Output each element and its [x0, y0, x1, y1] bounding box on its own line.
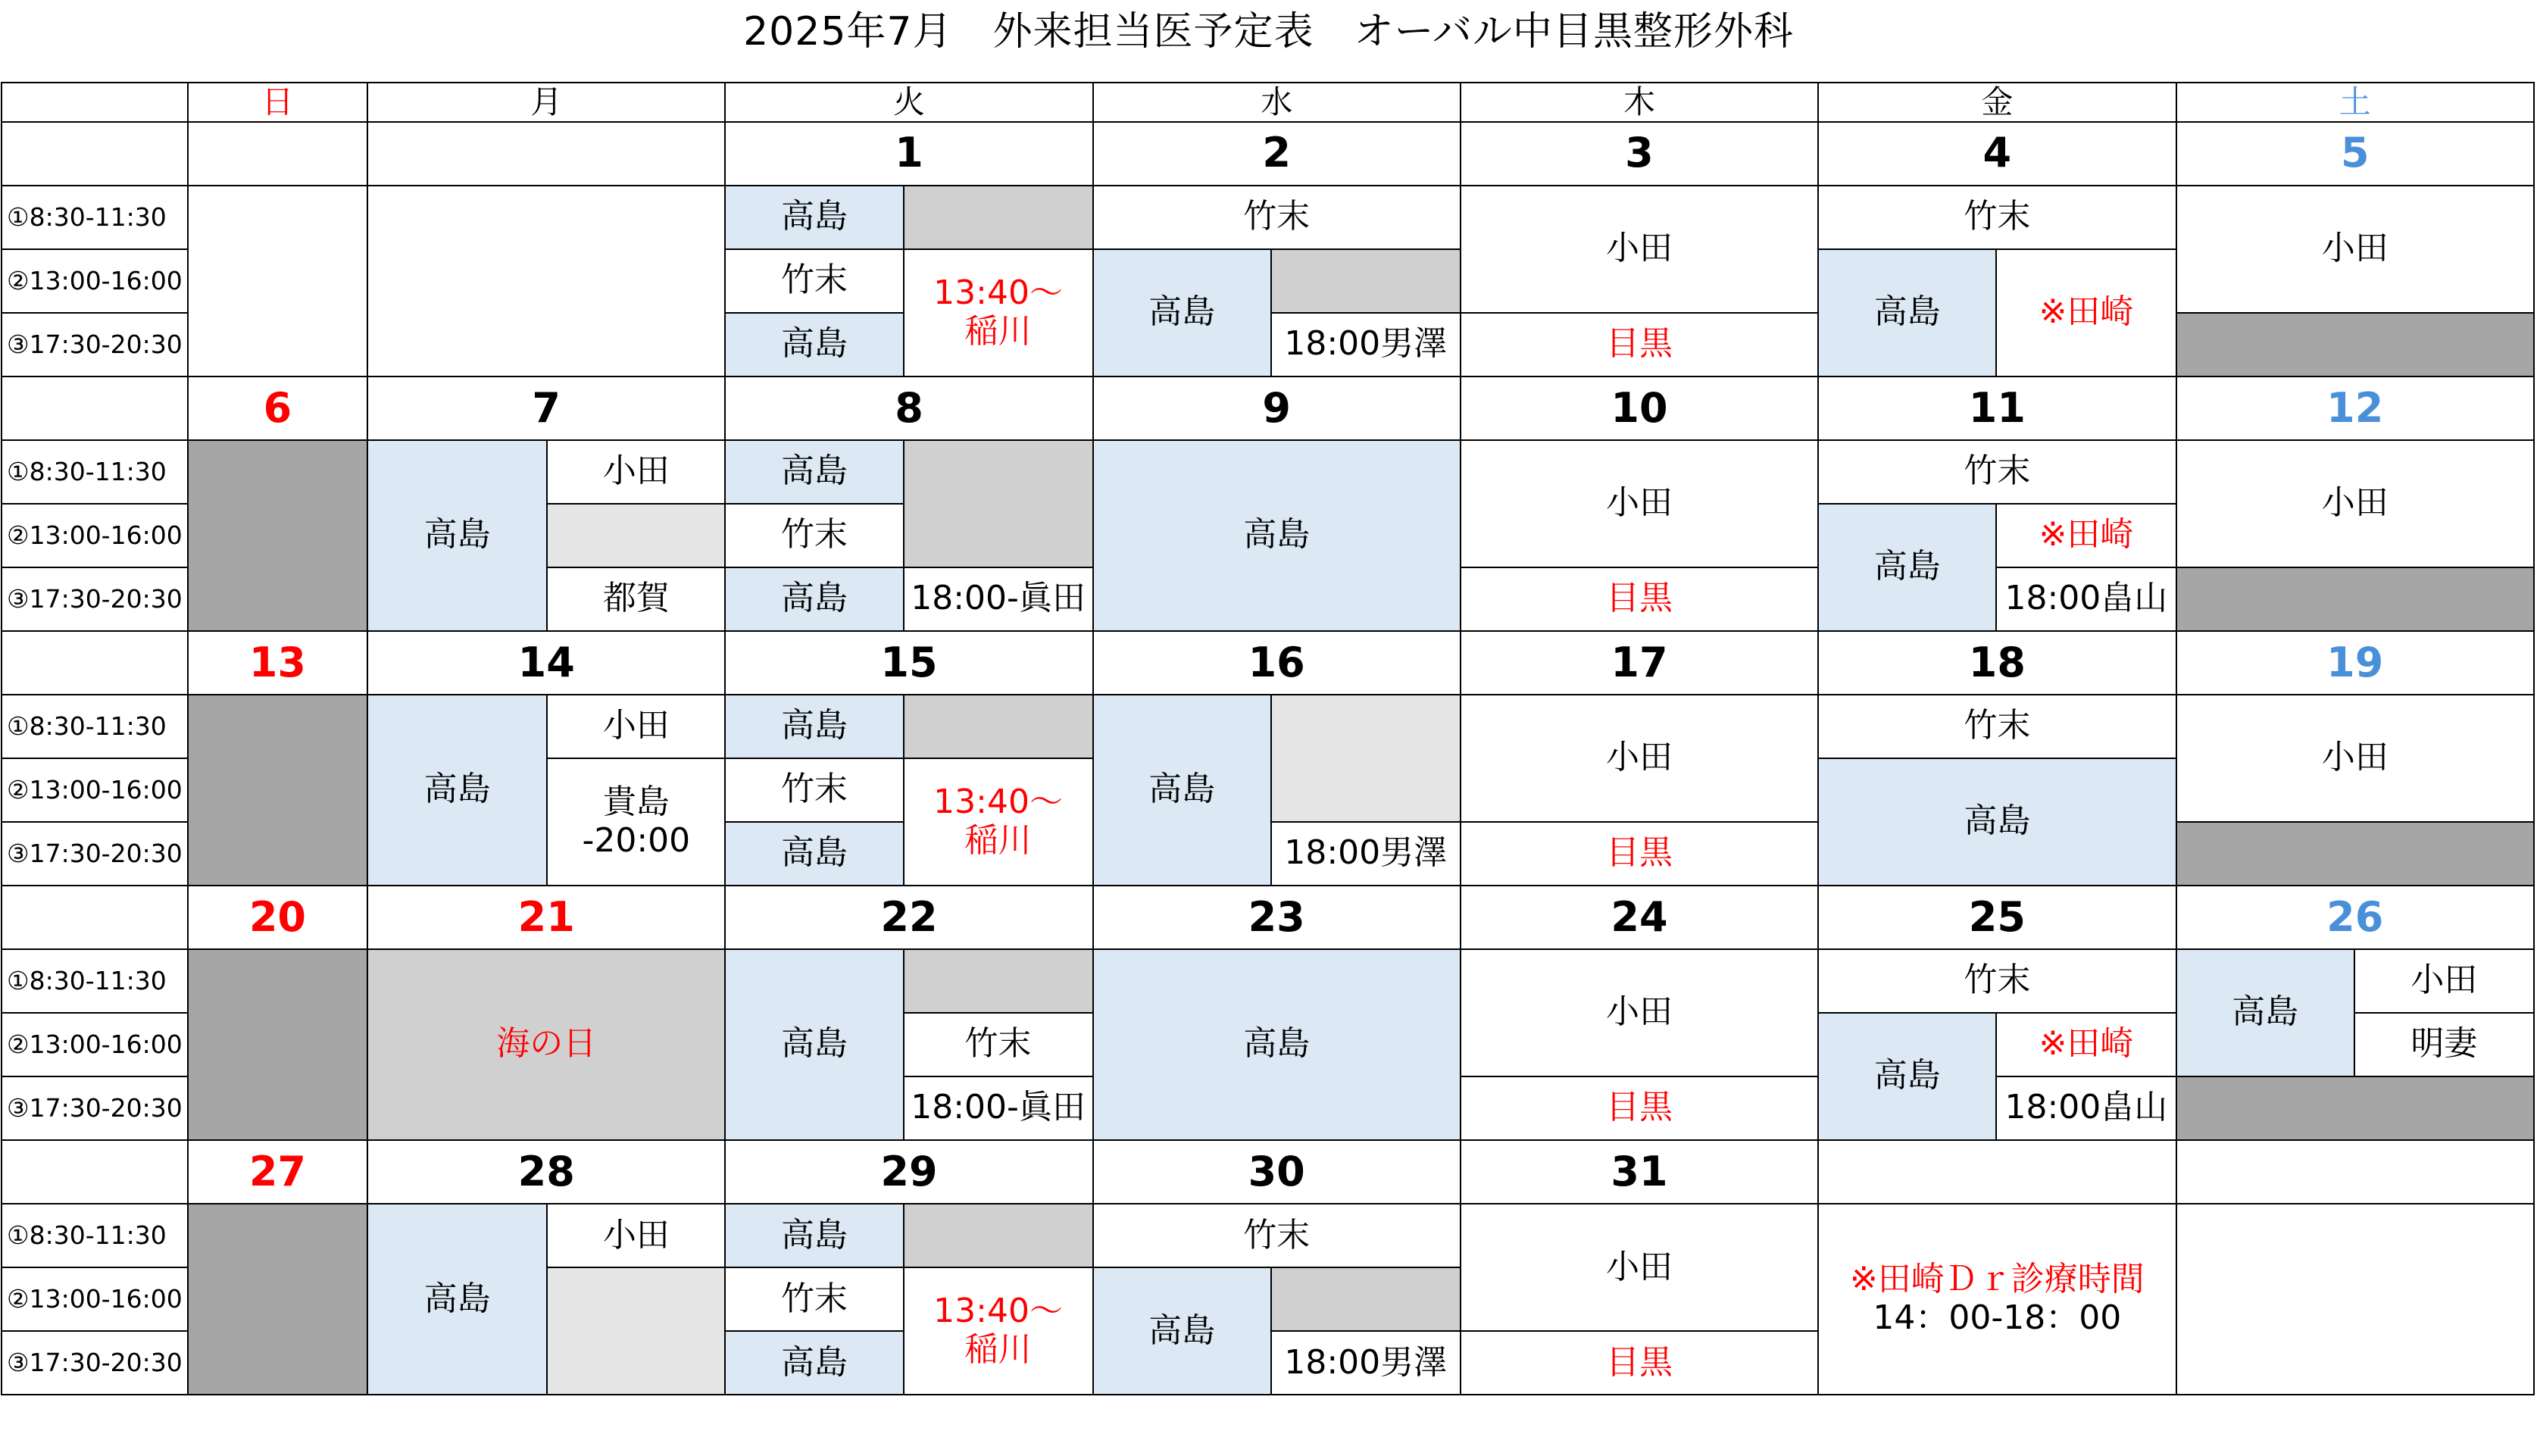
closed-cell [904, 949, 1093, 1013]
date-cell: 5 [2176, 122, 2534, 186]
week-5-slot-1 [2, 1204, 2534, 1267]
corner-cell [2, 83, 188, 122]
closed-cell [188, 440, 367, 631]
week-4-slot-1 [2, 949, 2534, 1013]
closed-cell [1271, 1267, 1461, 1331]
closed-cell [188, 1204, 367, 1395]
doctor-cell: 高島 [725, 822, 903, 886]
date-cell: 28 [367, 1140, 725, 1204]
doctor-cell: 小田 [1461, 1204, 1818, 1331]
doctor-cell: 高島 [1093, 440, 1461, 631]
week-2-slot-1 [2, 440, 2534, 504]
date-cell: 11 [1818, 376, 2176, 440]
date-cell: 8 [725, 376, 1092, 440]
doctor-cell: 高島 [1093, 949, 1461, 1140]
doctor-cell: 竹末 [725, 249, 903, 313]
date-cell [2176, 1140, 2534, 1204]
date-cell [367, 122, 725, 186]
doctor-cell: 高島 [725, 567, 903, 631]
date-cell: 25 [1818, 886, 2176, 949]
date-cell: 23 [1093, 886, 1461, 949]
time-slot-label: ③17:30-20:30 [2, 1331, 188, 1395]
weekday-fri: 金 [1818, 83, 2176, 122]
holiday-cell: 海の日 [367, 949, 725, 1140]
note-cell: 18:00男澤 [1271, 1331, 1461, 1395]
week-3-slot-1 [2, 695, 2534, 758]
doctor-cell: 小田 [2176, 695, 2534, 822]
doctor-cell: 目黒 [1461, 1331, 1818, 1395]
week-2-date-row [2, 376, 2534, 440]
date-cell: 3 [1461, 122, 1818, 186]
doctor-cell: ※田崎 [1996, 504, 2176, 567]
date-cell [1818, 1140, 2176, 1204]
inagawa-time: 13:40〜 [933, 783, 1063, 822]
closed-cell [2176, 822, 2534, 886]
doctor-cell: 目黒 [1461, 567, 1818, 631]
doctor-cell: 高島 [2176, 949, 2354, 1076]
date-cell: 15 [725, 631, 1092, 695]
date-cell: 10 [1461, 376, 1818, 440]
weekday-wed: 水 [1093, 83, 1461, 122]
tasaki-note-mark: ※田崎Ｄｒ診療時間 [1849, 1260, 2145, 1299]
doctor-cell: 小田 [547, 1204, 725, 1267]
inagawa-name: 稲川 [964, 820, 1032, 860]
doctor-cell: 竹末 [1818, 949, 2176, 1013]
date-cell: 12 [2176, 376, 2534, 440]
doctor-cell: 高島 [725, 186, 903, 249]
page-title: 2025年7月 外来担当医予定表 オーバル中目黒整形外科 [743, 9, 1794, 55]
date-cell: 18 [1818, 631, 2176, 695]
doctor-cell: 小田 [1461, 695, 1818, 822]
date-cell: 19 [2176, 631, 2534, 695]
doctor-cell: 小田 [547, 695, 725, 758]
doctor-cell: 小田 [2176, 186, 2534, 313]
inagawa-cell [904, 758, 1093, 886]
date-cell: 24 [1461, 886, 1818, 949]
date-cell: 20 [188, 886, 367, 949]
time-slot-label: ①8:30-11:30 [2, 1204, 188, 1267]
inagawa-time: 13:40〜 [933, 273, 1063, 312]
note-cell: 18:00畠山 [1996, 1076, 2176, 1140]
date-cell: 2 [1093, 122, 1461, 186]
note-cell: 18:00男澤 [1271, 313, 1461, 376]
doctor-cell: ※田崎 [1996, 1013, 2176, 1076]
time-slot-label: ①8:30-11:30 [2, 695, 188, 758]
weekday-sun: 日 [188, 83, 367, 122]
doctor-cell: 竹末 [1093, 186, 1461, 249]
doctor-cell: 明妻 [2354, 1013, 2534, 1076]
weekday-tue: 火 [725, 83, 1092, 122]
kishima-cell [547, 758, 725, 886]
kishima-time: -20:00 [582, 820, 691, 860]
closed-cell [904, 1204, 1093, 1267]
closed-cell [1271, 249, 1461, 313]
doctor-cell: 高島 [1818, 1013, 1996, 1140]
doctor-cell: 小田 [547, 440, 725, 504]
week-4-date-row [2, 886, 2534, 949]
date-cell: 1 [725, 122, 1092, 186]
kishima-name: 貴島 [602, 783, 670, 822]
tasaki-note-hours: 14：00-18：00 [1873, 1298, 2122, 1337]
doctor-cell: 高島 [367, 695, 547, 886]
date-label-cell [2, 376, 188, 440]
time-slot-label: ①8:30-11:30 [2, 186, 188, 249]
inagawa-name: 稲川 [964, 311, 1032, 351]
closed-cell [904, 186, 1093, 249]
date-cell: 31 [1461, 1140, 1818, 1204]
date-label-cell [2, 1140, 188, 1204]
date-cell: 21 [367, 886, 725, 949]
time-slot-label: ①8:30-11:30 [2, 949, 188, 1013]
closed-cell [904, 440, 1093, 567]
date-cell [188, 122, 367, 186]
date-cell: 26 [2176, 886, 2534, 949]
closed-cell [547, 1267, 725, 1395]
doctor-cell: 竹末 [904, 1013, 1093, 1076]
time-slot-label: ②13:00-16:00 [2, 249, 188, 313]
schedule-cell [188, 186, 367, 376]
date-cell: 27 [188, 1140, 367, 1204]
doctor-cell: 竹末 [1818, 440, 2176, 504]
doctor-cell: 竹末 [725, 758, 903, 822]
date-label-cell [2, 631, 188, 695]
doctor-cell: 高島 [725, 949, 903, 1140]
closed-cell [547, 504, 725, 567]
date-cell: 4 [1818, 122, 2176, 186]
closed-cell [904, 695, 1093, 758]
date-cell: 30 [1093, 1140, 1461, 1204]
date-cell: 6 [188, 376, 367, 440]
schedule-table [1, 82, 2535, 1395]
doctor-cell: 竹末 [1818, 186, 2176, 249]
doctor-cell: 小田 [1461, 186, 1818, 313]
doctor-cell: 高島 [1818, 504, 1996, 631]
time-slot-label: ③17:30-20:30 [2, 1076, 188, 1140]
date-cell: 7 [367, 376, 725, 440]
weekday-mon: 月 [367, 83, 725, 122]
date-cell: 17 [1461, 631, 1818, 695]
time-slot-label: ②13:00-16:00 [2, 1013, 188, 1076]
doctor-cell: 高島 [1093, 695, 1271, 886]
week-1-slot-1 [2, 186, 2534, 249]
doctor-cell: 高島 [367, 1204, 547, 1395]
schedule-cell [367, 186, 725, 376]
closed-cell [188, 695, 367, 886]
time-slot-label: ③17:30-20:30 [2, 822, 188, 886]
closed-cell [2176, 567, 2534, 631]
doctor-cell: 目黒 [1461, 313, 1818, 376]
doctor-cell: 目黒 [1461, 822, 1818, 886]
closed-cell [2176, 1076, 2534, 1140]
date-cell: 14 [367, 631, 725, 695]
weekday-thu: 木 [1461, 83, 1818, 122]
date-cell: 9 [1093, 376, 1461, 440]
week-5-date-row [2, 1140, 2534, 1204]
doctor-cell: 高島 [725, 313, 903, 376]
inagawa-time: 13:40〜 [933, 1292, 1063, 1331]
time-slot-label: ③17:30-20:30 [2, 313, 188, 376]
doctor-cell: 小田 [2354, 949, 2534, 1013]
weekday-header-row [2, 83, 2534, 122]
doctor-cell: 小田 [2176, 440, 2534, 567]
doctor-cell: 竹末 [725, 504, 903, 567]
closed-cell [1271, 695, 1461, 822]
doctor-cell: 目黒 [1461, 1076, 1818, 1140]
date-label-cell [2, 122, 188, 186]
week-1-date-row [2, 122, 2534, 186]
date-cell: 29 [725, 1140, 1092, 1204]
note-cell: 18:00畠山 [1996, 567, 2176, 631]
doctor-cell: 高島 [1093, 249, 1271, 376]
time-slot-label: ②13:00-16:00 [2, 1267, 188, 1331]
time-slot-label: ①8:30-11:30 [2, 440, 188, 504]
doctor-cell: 竹末 [725, 1267, 903, 1331]
doctor-cell: 高島 [725, 1204, 903, 1267]
inagawa-cell [904, 1267, 1093, 1395]
doctor-cell: 高島 [367, 440, 547, 631]
inagawa-name: 稲川 [964, 1329, 1032, 1369]
doctor-cell: 高島 [725, 440, 903, 504]
doctor-cell: 都賀 [547, 567, 725, 631]
date-cell: 16 [1093, 631, 1461, 695]
inagawa-cell [904, 249, 1093, 376]
note-cell: 18:00-眞田 [904, 567, 1093, 631]
doctor-cell: 高島 [725, 1331, 903, 1395]
weekday-sat: 土 [2176, 83, 2534, 122]
doctor-cell: 高島 [1093, 1267, 1271, 1395]
doctor-cell: 小田 [1461, 440, 1818, 567]
week-3-date-row [2, 631, 2534, 695]
time-slot-label: ②13:00-16:00 [2, 504, 188, 567]
doctor-cell: 高島 [725, 695, 903, 758]
date-cell: 22 [725, 886, 1092, 949]
closed-cell [188, 949, 367, 1140]
date-cell: 13 [188, 631, 367, 695]
doctor-cell: 高島 [1818, 249, 1996, 376]
doctor-cell: 小田 [1461, 949, 1818, 1076]
doctor-cell: 竹末 [1093, 1204, 1461, 1267]
time-slot-label: ③17:30-20:30 [2, 567, 188, 631]
tasaki-note-cell [1818, 1204, 2176, 1395]
doctor-cell: 高島 [1818, 758, 2176, 886]
date-label-cell [2, 886, 188, 949]
closed-cell [2176, 313, 2534, 376]
note-cell: 18:00-眞田 [904, 1076, 1093, 1140]
doctor-cell: 竹末 [1818, 695, 2176, 758]
note-cell: 18:00男澤 [1271, 822, 1461, 886]
empty-cell [2176, 1204, 2534, 1395]
time-slot-label: ②13:00-16:00 [2, 758, 188, 822]
doctor-cell: ※田崎 [1996, 249, 2176, 376]
